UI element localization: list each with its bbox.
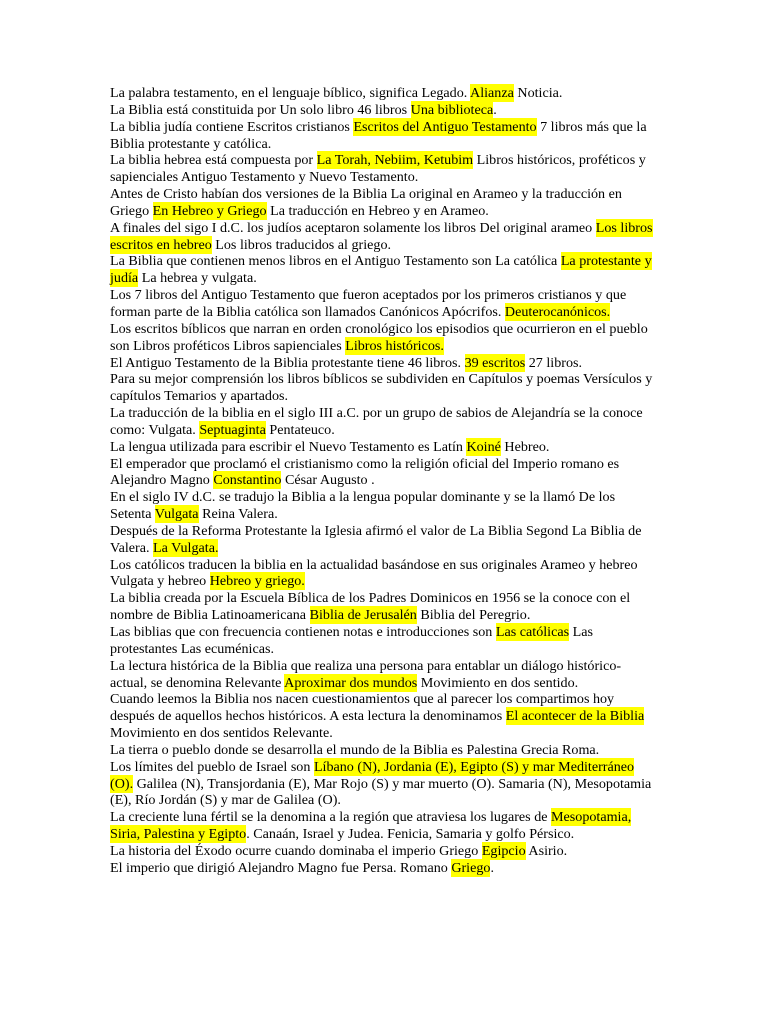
paragraph — [110, 439, 655, 456]
text-segment: . Canaán, Israel y Judea. Fenicia, Samaria y golfo Pérsico. — [246, 826, 575, 843]
paragraph — [110, 590, 655, 624]
highlighted-answer: Septuaginta — [199, 421, 266, 438]
highlighted-answer: Constantino — [213, 472, 282, 489]
highlighted-answer: Las católicas — [495, 624, 570, 640]
highlighted-answer: Deuterocanónicos. — [504, 303, 611, 320]
paragraph — [110, 287, 655, 321]
highlighted-answer: Egipcio — [481, 842, 526, 859]
paragraph — [110, 371, 655, 405]
text-segment: La historia del Éxodo ocurre cuando dominaba el imperio Griego — [110, 842, 482, 859]
text-segment: La biblia judía contiene Escritos cristianos — [110, 118, 354, 135]
text-segment: La hebrea y vulgata. — [138, 270, 257, 287]
text-segment: La lengua utilizada para escribir el Nuevo Testamento es Latín — [110, 438, 467, 455]
text-segment: Cuando leemos la Biblia nos nacen cuestionamientos que al parecer los compartimos hoy después de aquellos hechos históricos. A esta lectura la denominamos — [110, 691, 615, 725]
text-segment: Libros históricos, proféticos y sapienciales Antiguo Testamento y Nuevo Testamento. — [110, 152, 646, 186]
text-segment: A finales del sigo I d.C. los judíos aceptaron solamente los libros Del original arameo — [110, 219, 596, 236]
text-segment: Después de la Reforma Protestante la Iglesia afirmó el valor de La Biblia Segond La Biblia de Valera. — [110, 522, 642, 556]
text-segment: Los 7 libros del Antiguo Testamento que fueron aceptados por los primeros cristianos y que forman parte de la Biblia católica son llamados Canónicos Apócrifos. — [110, 287, 627, 320]
text-segment: 7 libros más que la Biblia protestante y católica. — [110, 118, 647, 152]
paragraph — [110, 658, 655, 692]
text-segment: Noticia. — [513, 85, 563, 101]
text-segment: Galilea (N), Transjordania (E), Mar Rojo (S) y mar muerto (O). Samaria (N), Mesopotamia (E), Río Jordán (S) y mar de Galilea (O). — [110, 775, 652, 809]
text-segment: . — [490, 859, 494, 876]
text-segment: En el siglo IV d.C. se tradujo la Biblia a la lengua popular dominante y se la llamó De los Setenta — [110, 489, 616, 523]
text-segment: Reina Valera. — [198, 506, 278, 523]
paragraph — [110, 321, 655, 355]
text-segment: El imperio que dirigió Alejandro Magno fue Persa. Romano — [110, 859, 452, 876]
paragraph — [110, 557, 655, 591]
highlighted-answer: 39 escritos — [464, 354, 526, 371]
text-segment: El Antiguo Testamento de la Biblia protestante tiene 46 libros. — [110, 354, 465, 371]
text-segment: Las biblias que con frecuencia contienen notas e introducciones son — [110, 624, 496, 640]
highlighted-answer: Líbano (N), Jordania (E), Egipto (S) y mar Mediterráneo (O). — [110, 758, 635, 792]
highlighted-answer: Griego — [451, 859, 491, 876]
text-segment: . — [493, 101, 497, 118]
text-segment: La creciente luna fértil se la denomina a la región que atraviesa los lugares de — [110, 809, 552, 826]
text-segment: La biblia creada por la Escuela Bíblica de los Padres Dominicos en 1956 se la conoce con el nombre de Biblia Latinoamericana — [110, 590, 631, 624]
text-segment: Movimiento en dos sentidos Relevante. — [110, 725, 333, 742]
highlighted-answer: Aproximar dos mundos — [284, 674, 418, 691]
text-segment: Asirio. — [525, 842, 568, 859]
text-segment: La traducción de la biblia en el siglo III a.C. por un grupo de sabios de Alejandría se la conoce como: Vulgata. — [110, 405, 643, 438]
paragraph — [110, 489, 655, 523]
highlighted-answer: La Torah, Nebiim, Ketubim — [316, 152, 474, 169]
text-segment: Pentateuco. — [265, 421, 335, 438]
highlighted-answer: Alianza — [470, 85, 514, 101]
paragraph — [110, 102, 655, 119]
text-segment: Los libros traducidos al griego. — [211, 236, 392, 253]
text-segment: La Biblia está constituida por Un solo libro 46 libros — [110, 101, 411, 118]
highlighted-answer: Hebreo y griego. — [209, 573, 305, 590]
highlighted-answer: En Hebreo y Griego — [152, 202, 267, 219]
text-segment: César Augusto . — [281, 472, 375, 489]
text-segment: Para su mejor comprensión los libros bíblicos se subdividen en Capítulos y poemas Versículos y capítulos Temarios y apartados. — [110, 371, 653, 405]
highlighted-answer: Vulgata — [154, 506, 199, 523]
text-segment: La palabra testamento, en el lenguaje bíblico, significa Legado. — [110, 85, 471, 101]
text-segment: La lectura histórica de la Biblia que realiza una persona para entablar un diálogo histórico-actual, se denomina Relevante — [110, 657, 622, 691]
text-segment: Biblia del Peregrio. — [416, 607, 531, 624]
paragraph — [110, 152, 655, 186]
text-segment: Antes de Cristo habían dos versiones de la Biblia La original en Arameo y la traducción en Griego — [110, 186, 622, 219]
paragraph — [110, 355, 655, 372]
text-segment: La traducción en Hebreo y en Arameo. — [266, 202, 489, 219]
paragraph — [110, 253, 655, 287]
paragraph — [110, 523, 655, 557]
paragraph — [110, 809, 655, 843]
document-page — [110, 85, 655, 877]
paragraph — [110, 220, 655, 254]
paragraph — [110, 85, 655, 102]
text-segment: Las protestantes Las ecuménicas. — [110, 624, 593, 657]
text-segment: 27 libros. — [525, 354, 583, 371]
paragraph — [110, 456, 655, 490]
paragraph — [110, 624, 655, 658]
text-segment: Los católicos traducen la biblia en la actualidad basándose en sus originales Arameo y hebreo Vulgata y hebreo — [110, 556, 638, 590]
highlighted-answer: Koiné — [466, 438, 501, 455]
highlighted-answer: El acontecer de la Biblia — [505, 708, 645, 725]
highlighted-answer: Una biblioteca — [410, 101, 494, 118]
highlighted-answer: Escritos del Antiguo Testamento — [353, 118, 537, 135]
highlighted-answer: Mesopotamia, Siria, Palestina y Egipto — [110, 809, 632, 843]
text-segment: El emperador que proclamó el cristianismo como la religión oficial del Imperio romano es Alejandro Magno — [110, 455, 620, 489]
highlighted-answer: Libros históricos. — [345, 337, 444, 354]
highlighted-answer: Los libros escritos en hebreo — [110, 219, 653, 253]
paragraph — [110, 860, 655, 877]
text-segment: La tierra o pueblo donde se desarrolla el mundo de la Biblia es Palestina Grecia Roma. — [110, 741, 600, 758]
paragraph — [110, 691, 655, 742]
paragraph — [110, 119, 655, 153]
paragraph — [110, 742, 655, 759]
text-segment: Hebreo. — [500, 438, 550, 455]
paragraph — [110, 843, 655, 860]
paragraph — [110, 759, 655, 810]
highlighted-answer: La protestante y judía — [110, 253, 652, 287]
text-segment: La Biblia que contienen menos libros en el Antiguo Testamento son La católica — [110, 253, 561, 270]
paragraph — [110, 405, 655, 439]
text-segment: La biblia hebrea está compuesta por — [110, 152, 317, 169]
text-segment: Movimiento en dos sentido. — [417, 674, 579, 691]
paragraph — [110, 186, 655, 220]
highlighted-answer: Biblia de Jerusalén — [309, 607, 417, 624]
text-segment: Los límites del pueblo de Israel son — [110, 758, 314, 775]
text-segment: Los escritos bíblicos que narran en orden cronológico los episodios que ocurrieron en el pueblo son Libros proféticos Libros sapienciales — [110, 320, 648, 354]
highlighted-answer: La Vulgata. — [153, 539, 219, 556]
